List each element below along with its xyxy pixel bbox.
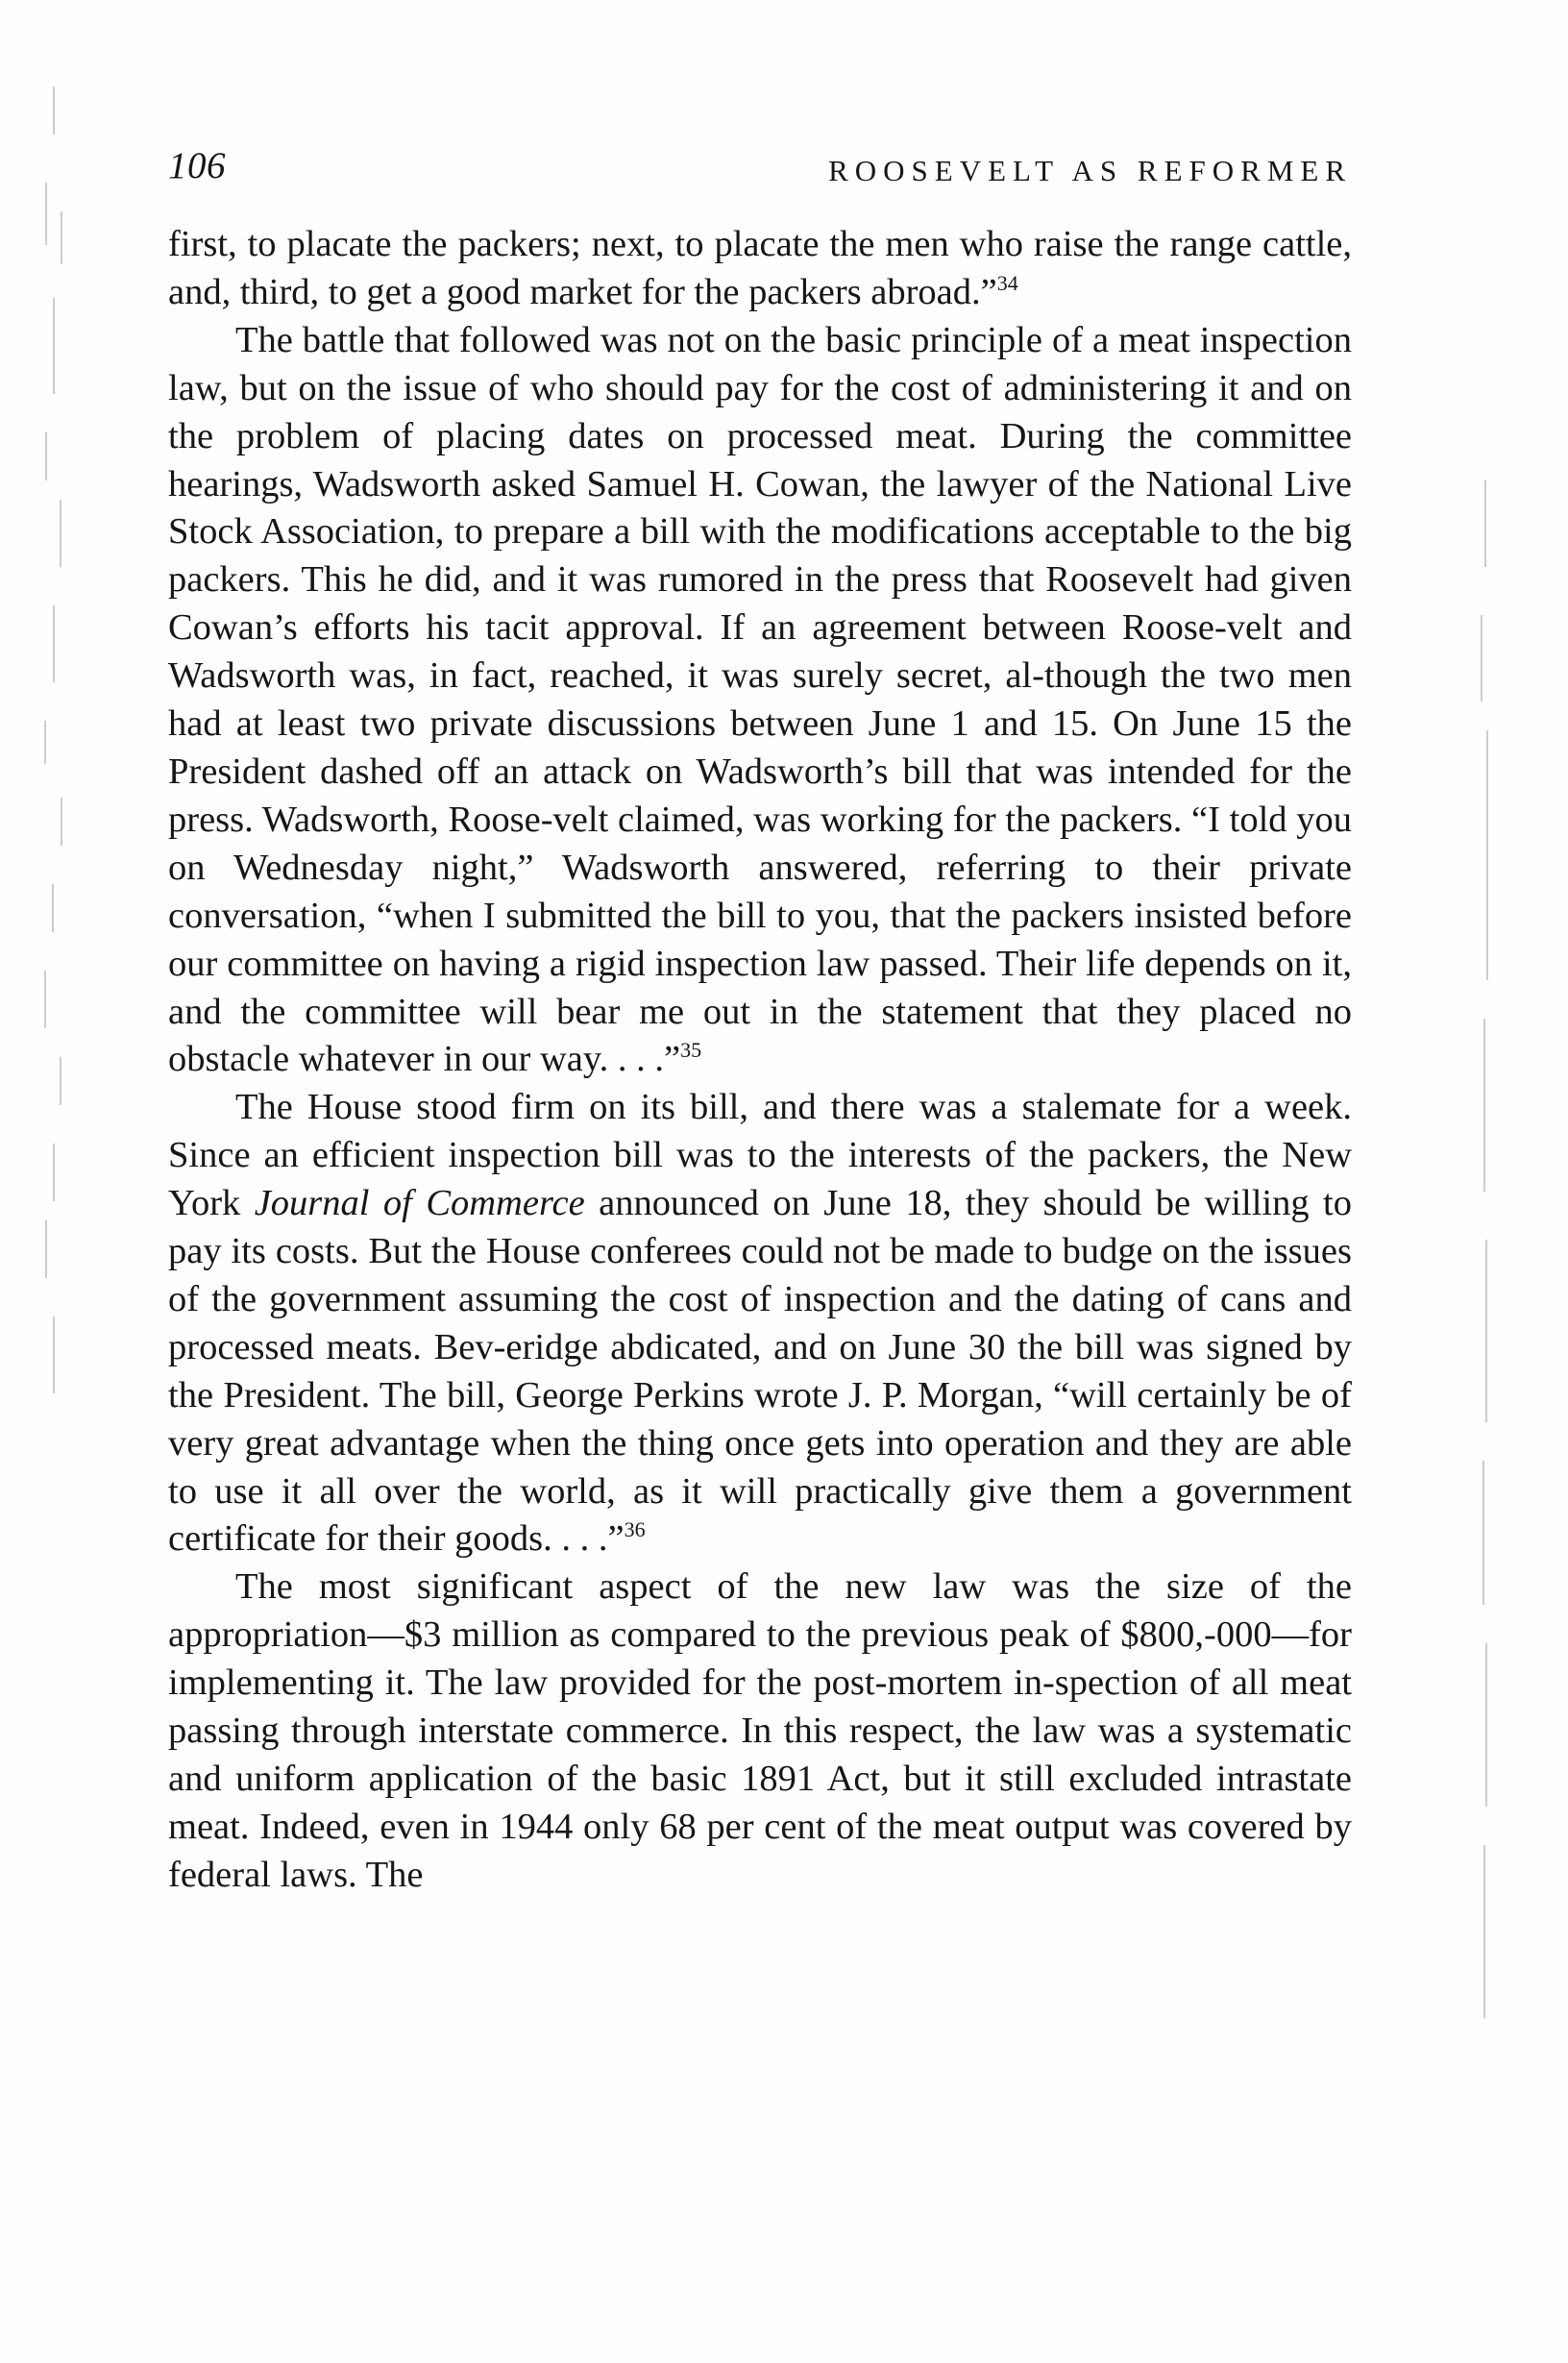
paragraph-4-text: The most significant aspect of the new law was the size of the appropriation—$3 million as compared to the previous peak of $800,-000—for implementing it. The law provided for the post-mortem in-spection of all meat passing through interstate commerce. In this respect, the law was a systematic and uniform application of the basic 1891 Act, but it still excluded intrastate meat. Indeed, even in 1944 only 68 per cent of the meat output was covered by federal laws. The — [168, 1566, 1352, 1895]
scan-edge-noise-right — [1476, 480, 1495, 2066]
paragraph-2-text: The battle that followed was not on the basic principle of a meat inspection law, but on the issue of who should pay for the cost of administering it and on the problem of placing dates on processed meat. During the committee hearings, Wadsworth asked Samuel H. Cowan, the lawyer of the National Live Stock Association, to prepare a bill with the modifications acceptable to the big packers. This he did, and it was rumored in the press that Roosevelt had given Cowan’s efforts his tacit approval. If an agreement between Roose-velt and Wadsworth was, in fact, reached, it was surely secret, al-though the two men had at least two private discussions between June 1 and 15. On June 15 the President dashed off an attack on Wadsworth’s bill that was intended for the press. Wadsworth, Roose-velt claimed, was working for the packers. “I told you on Wednesday night,” Wadsworth answered, referring to their private conversation, “when I submitted the bill to you, that the packers insisted before our committee on having a rigid inspection law passed. Their life depends on it, and the committee will bear me out in the statement that they placed no obstacle whatever in our way. . . .” — [168, 319, 1352, 1080]
scan-edge-noise-left — [37, 67, 71, 1461]
page-header — [168, 144, 1352, 202]
paragraph-2 — [168, 317, 1352, 1085]
paragraph-1 — [168, 221, 1352, 317]
footnote-marker-35: 35 — [680, 1038, 702, 1063]
paragraph-4 — [168, 1563, 1352, 1899]
body-text — [168, 221, 1352, 1900]
paragraph-3 — [168, 1084, 1352, 1563]
paragraph-3-text-before-title: The House stood firm on its bill, and there was a stalemate for a week. Since an efficient inspection bill was to the interests of the packers, the New York — [168, 1087, 1352, 1224]
paragraph-3-text-after-title: announced on June 18, they should be willing to pay its costs. But the House conferees could not be made to budge on the issues of the government assuming the cost of inspection and the dating of cans and processed meats. Bev-eridge abdicated, and on June 30 the bill was signed by the President. The bill, George Perkins wrote J. P. Morgan, “will certainly be of very great advantage when the thing once gets into operation and they are able to use it all over the world, as it will practically give them a government certificate for their goods. . . .” — [168, 1183, 1352, 1560]
page-number: 106 — [168, 145, 226, 186]
footnote-marker-36: 36 — [624, 1517, 646, 1542]
publication-title: Journal of Commerce — [254, 1183, 585, 1224]
footnote-marker-34: 34 — [996, 270, 1018, 295]
paragraph-1-text: first, to placate the packers; next, to placate the men who raise the range cattle, and, third, to get a good market for the packers abroad.” — [168, 224, 1352, 312]
running-head: ROOSEVELT AS REFORMER — [828, 154, 1352, 187]
